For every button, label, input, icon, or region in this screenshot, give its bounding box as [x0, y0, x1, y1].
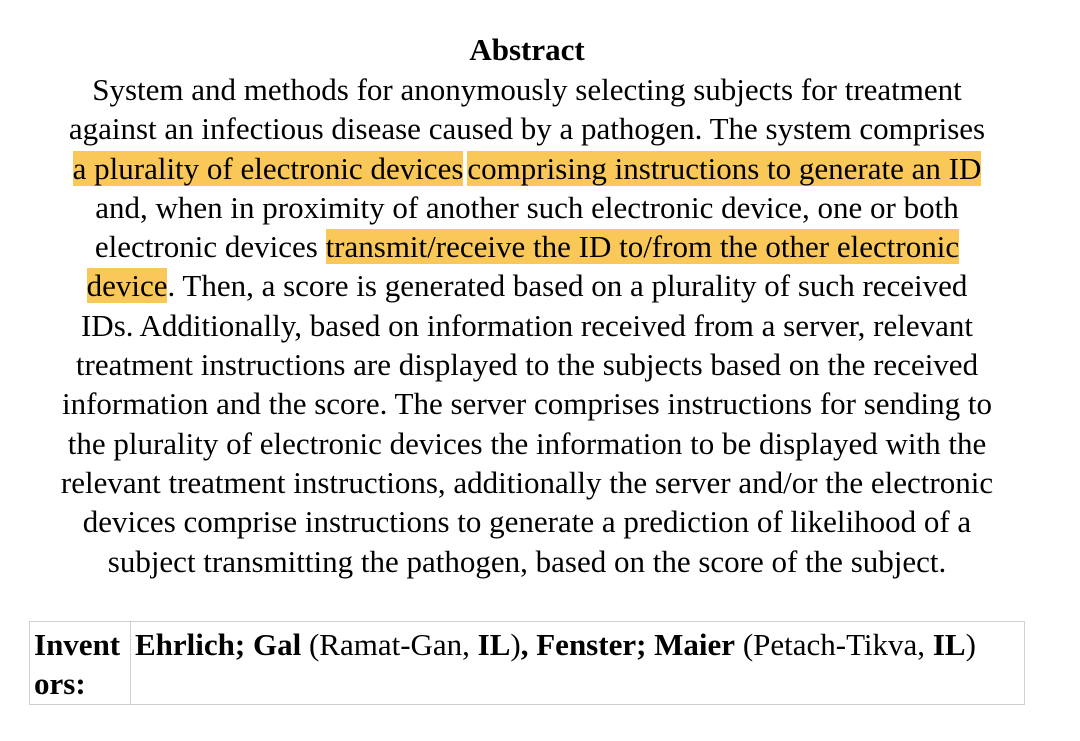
highlighted-phrase: device — [86, 268, 168, 304]
inventors-row — [30, 622, 1025, 705]
abstract-line: treatment instructions are displayed to the subjects based on the received — [75, 347, 979, 383]
inventor-name: , Fenster; Maier — [520, 627, 736, 662]
abstract-line: relevant treatment instructions, additionally the server and/or the electronic — [60, 464, 994, 500]
abstract-line — [22, 266, 1032, 305]
inventors-value — [131, 622, 1025, 705]
abstract-line: subject transmitting the pathogen, based on the score of the subject. — [107, 543, 947, 579]
abstract-text: . Then, a score is generated based on a plurality of such received — [167, 268, 968, 304]
inventor-location-close: ) — [965, 627, 976, 662]
highlighted-phrase: comprising instructions to generate an ID — [467, 150, 982, 186]
abstract-text: electronic devices — [94, 229, 326, 265]
inventors-table — [29, 621, 1025, 705]
abstract-line: against an infectious disease caused by a pathogen. The system comprises — [68, 111, 986, 147]
abstract-line — [22, 149, 1032, 188]
highlighted-phrase: transmit/receive the ID to/from the other electronic — [325, 229, 960, 265]
inventor-location-close: ) — [510, 627, 521, 662]
abstract-line: and, when in proximity of another such electronic device, one or both — [95, 189, 959, 225]
abstract-line: IDs. Additionally, based on information received from a server, relevant — [80, 307, 973, 343]
abstract-line — [22, 227, 1032, 266]
abstract-line: information and the score. The server comprises instructions for sending to — [61, 386, 993, 422]
inventor-location: (Petach-Tikva, — [742, 627, 926, 662]
abstract-line: System and methods for anonymously selecting subjects for treatment — [92, 72, 962, 107]
highlighted-phrase: a plurality of electronic devices — [72, 150, 464, 186]
abstract-title: Abstract — [469, 32, 585, 67]
abstract-body — [22, 70, 1032, 581]
inventor-country: IL — [932, 627, 966, 662]
inventor-country: IL — [477, 627, 511, 662]
inventor-name: Ehrlich; Gal — [135, 627, 302, 662]
inventor-location: (Ramat-Gan, — [308, 627, 470, 662]
abstract-line: the plurality of electronic devices the information to be displayed with the — [67, 425, 987, 461]
abstract-line: devices comprise instructions to generate a prediction of likelihood of a — [82, 504, 972, 540]
inventors-label: Inventors: — [30, 622, 131, 705]
